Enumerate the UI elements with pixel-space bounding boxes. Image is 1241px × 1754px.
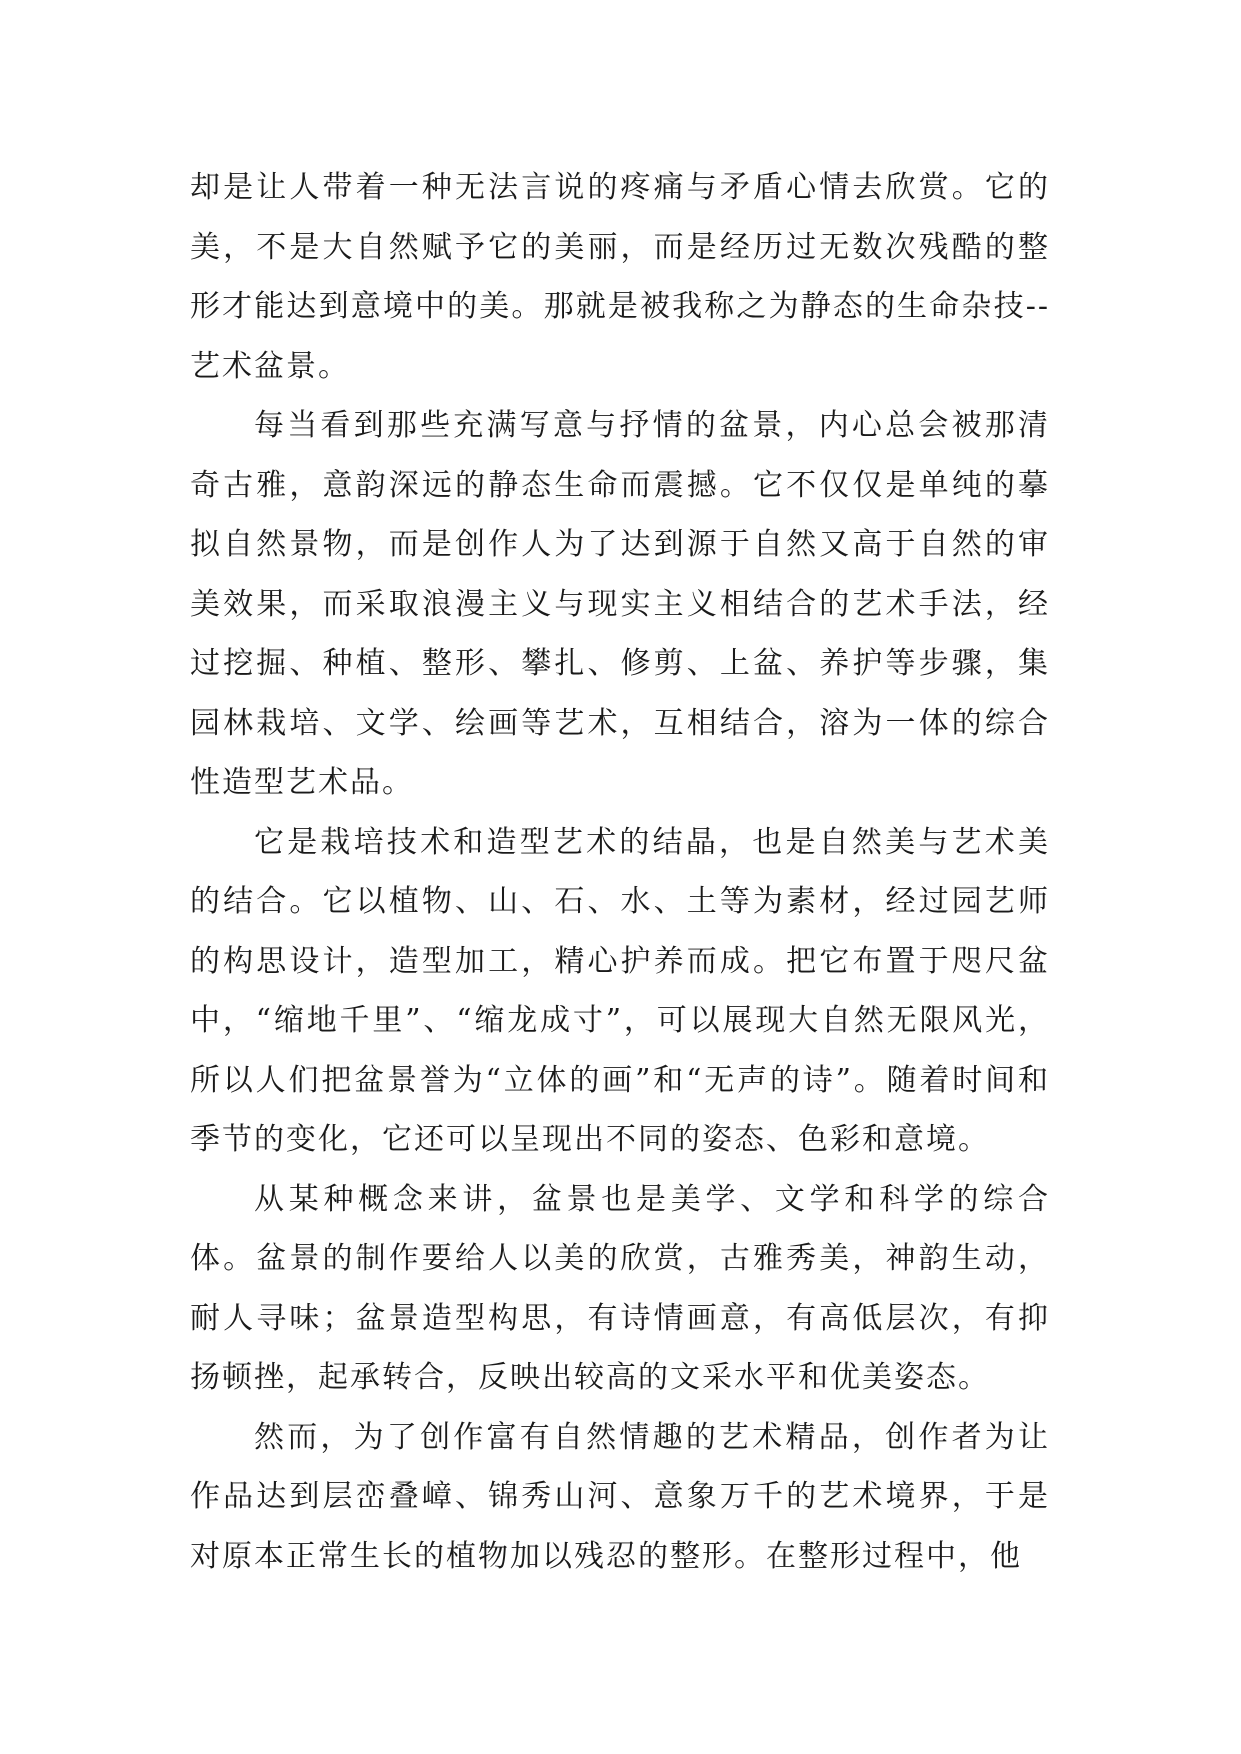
paragraph: 它是栽培技术和造型艺术的结晶，也是自然美与艺术美的结合。它以植物、山、石、水、土等为素材，经过园艺师的构思设计，造型加工，精心护养而成。把它布置于咫尺盆中，“缩地千里”、“缩龙成寸”，可以展现大自然无限风光，所以人们把盆景誉为“立体的画”和“无声的诗”。随着时间和季节的变化，它还可以呈现出不同的姿态、色彩和意境。 — [190, 824, 1050, 1157]
paragraph: 从某种概念来讲，盆景也是美学、文学和科学的综合体。盆景的制作要给人以美的欣赏，古雅秀美，神韵生动，耐人寻味；盆景造型构思，有诗情画意，有高低层次，有抑扬顿挫，起承转合，反映出较高的文采水平和优美姿态。 — [190, 1181, 1050, 1395]
paragraph: 每当看到那些充满写意与抒情的盆景，内心总会被那清奇古雅，意韵深远的静态生命而震撼。它不仅仅是单纯的摹拟自然景物，而是创作人为了达到源于自然又高于自然的审美效果，而采取浪漫主义与现实主义相结合的艺术手法，经过挖掘、种植、整形、攀扎、修剪、上盆、养护等步骤，集园林栽培、文学、绘画等艺术，互相结合，溶为一体的综合性造型艺术品。 — [190, 408, 1050, 800]
paragraph-continued: 却是让人带着一种无法言说的疼痛与矛盾心情去欣赏。它的美，不是大自然赋予它的美丽，而是经历过无数次残酷的整形才能达到意境中的美。那就是被我称之为静态的生命杂技--艺术盆景。 — [190, 170, 1050, 384]
document-body — [190, 158, 1050, 1586]
paragraph: 然而，为了创作富有自然情趣的艺术精品，创作者为让作品达到层峦叠嶂、锦秀山河、意象万千的艺术境界，于是对原本正常生长的植物加以残忍的整形。在整形过程中，他 — [190, 1419, 1050, 1574]
